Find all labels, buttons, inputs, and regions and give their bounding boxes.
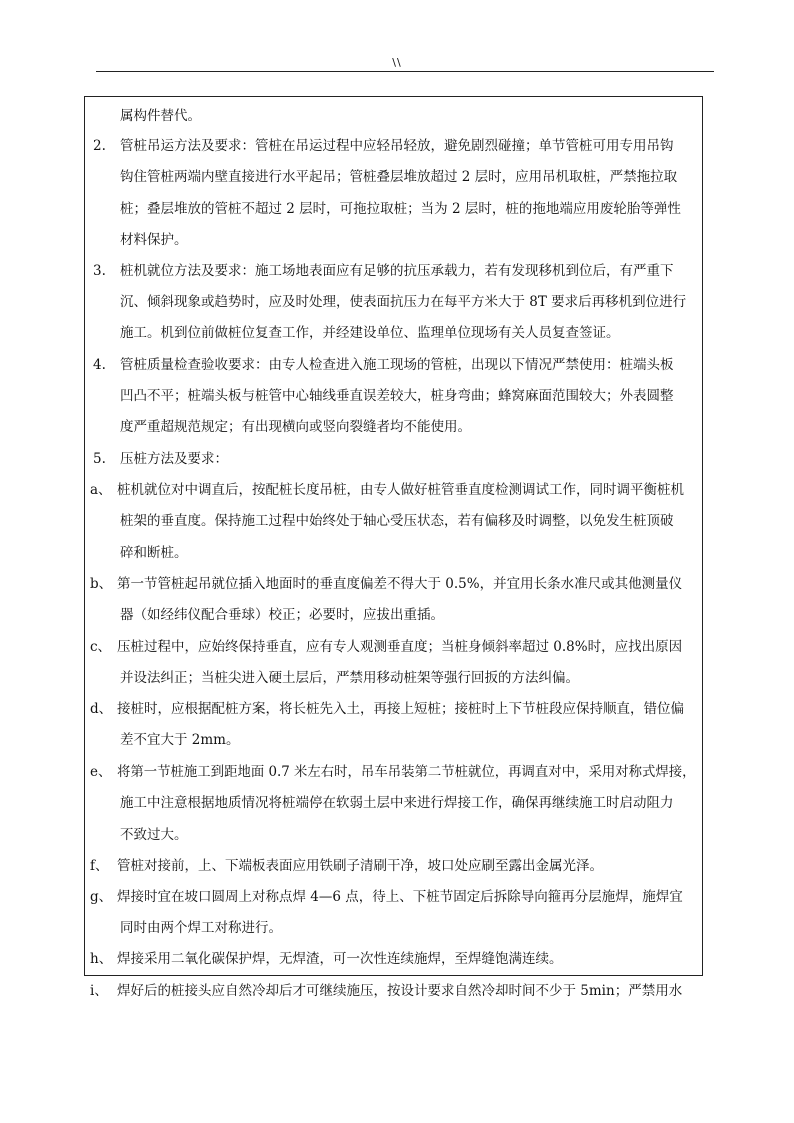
document-line [85, 168, 704, 186]
line-text: 同时由两个焊工对称进行。 [120, 920, 282, 936]
item-letter: a、 [90, 482, 112, 498]
line-text: 并设法纠正；当桩尖进入硬土层后，严禁用移动桩架等强行回扳的方法纠偏。 [120, 670, 579, 686]
document-line [85, 982, 704, 1000]
document-line [85, 826, 704, 844]
line-text: 施工中注意根据地质情况将桩端停在软弱土层中来进行焊接工作，确保再继续施工时启动阻力 [120, 795, 674, 811]
document-line [85, 544, 704, 562]
document-line [85, 450, 704, 468]
item-letter: c、 [90, 639, 112, 655]
line-text: 属构件替代。 [120, 108, 201, 124]
document-line [85, 200, 704, 218]
line-text: 接桩时，应根据配桩方案，将长桩先入土，再接上短桩；接桩时上下节桩段应保持顺直，错位偏 [117, 701, 684, 717]
document-line [85, 231, 704, 249]
item-number: 2. [93, 138, 106, 154]
document-line [85, 731, 704, 749]
line-text: 桩架的垂直度。保持施工过程中始终处于轴心受压状态，若有偏移及时调整，以免发生桩顶破 [120, 513, 674, 529]
line-text: 管桩质量检查验收要求：由专人检查进入施工现场的管桩，出现以下情况严禁使用：桩端头板 [120, 357, 674, 373]
line-text: 不致过大。 [120, 827, 188, 843]
item-letter: i、 [90, 983, 108, 999]
line-text: 焊接时宜在坡口圆周上对称点焊 4—6 点，待上、下桩节固定后拆除导向箍再分层施焊，施焊宜 [117, 889, 683, 905]
document-line [85, 857, 704, 875]
line-text: 桩；叠层堆放的管桩不超过 2 层时，可拖拉取桩；当为 2 层时，桩的拖地端应用废轮胎等弹性 [120, 201, 681, 217]
document-line [85, 888, 704, 906]
line-text: 桩机就位方法及要求：施工场地表面应有足够的抗压承载力，若有发现移机到位后，有严重下 [120, 263, 674, 279]
document-line [85, 669, 704, 687]
line-text: 器（如经纬仪配合垂球）校正；必要时，应拔出重插。 [120, 607, 444, 623]
line-text: 沉、倾斜现象或趋势时，应及时处理，使表面抗压力在每平方米大于 8T 要求后再移机到位进行 [120, 294, 687, 310]
line-text: 凹凸不平；桩端头板与桩管中心轴线垂直误差较大，桩身弯曲；蜂窝麻面范围较大；外表圆整 [120, 388, 674, 404]
item-number: 5. [93, 451, 106, 467]
page-header-mark: \\ [392, 56, 402, 69]
line-text: 桩机就位对中调直后，按配桩长度吊桩，由专人做好桩管垂直度检测调试工作，同时调平衡桩机 [117, 482, 684, 498]
item-letter: b、 [90, 576, 113, 592]
document-line [85, 763, 704, 781]
document-line [85, 700, 704, 718]
document-line [85, 919, 704, 937]
document-line [85, 512, 704, 530]
line-text: 焊好后的桩接头应自然冷却后才可继续施压，按设计要求自然冷却时间不少于 5min；严禁用水 [117, 983, 683, 999]
line-text: 度严重超规范规定；有出现横向或竖向裂缝者均不能使用。 [120, 419, 471, 435]
item-letter: h、 [90, 951, 113, 967]
line-text: 压桩方法及要求： [120, 451, 228, 467]
document-line [85, 481, 704, 499]
item-letter: d、 [90, 701, 113, 717]
line-text: 碎和断桩。 [120, 545, 188, 561]
line-text: 将第一节桩施工到距地面 0.7 米左右时，吊车吊装第二节桩就位，再调直对中，采用对称式焊接， [117, 764, 696, 780]
line-text: 第一节管桩起吊就位插入地面时的垂直度偏差不得大于 0.5%，并宜用长条水准尺或其他测量仪 [117, 576, 683, 592]
document-line [85, 137, 704, 155]
document-line [85, 293, 704, 311]
item-letter: e、 [90, 764, 112, 780]
line-text: 差不宜大于 2mm。 [120, 732, 240, 748]
document-line [85, 387, 704, 405]
line-text: 钩住管桩两端内壁直接进行水平起吊；管桩叠层堆放超过 2 层时，应用吊机取桩，严禁拖拉取 [120, 169, 678, 185]
line-text: 施工。机到位前做桩位复查工作，并经建设单位、监理单位现场有关人员复查签证。 [120, 325, 620, 341]
item-number: 4. [93, 357, 106, 373]
document-line [85, 638, 704, 656]
item-letter: g、 [90, 889, 113, 905]
document-line [85, 262, 704, 280]
document-line [85, 324, 704, 342]
header-rule [96, 71, 714, 72]
document-line [85, 794, 704, 812]
line-text: 压桩过程中，应始终保持垂直，应有专人观测垂直度；当桩身倾斜率超过 0.8%时，应找出原因 [117, 639, 683, 655]
document-line [85, 107, 704, 125]
document-line [85, 606, 704, 624]
document-line [85, 950, 704, 968]
line-text: 焊接采用二氧化碳保护焊，无焊渣，可一次性连续施焊，至焊缝饱满连续。 [117, 951, 563, 967]
line-text: 管桩吊运方法及要求：管桩在吊运过程中应轻吊轻放，避免剧烈碰撞；单节管桩可用专用吊钩 [120, 138, 674, 154]
document-line [85, 575, 704, 593]
item-letter: f、 [90, 858, 109, 874]
line-text: 材料保护。 [120, 232, 188, 248]
document-line [85, 356, 704, 374]
item-number: 3. [93, 263, 106, 279]
line-text: 管桩对接前，上、下端板表面应用铁刷子清刷干净，坡口处应刷至露出金属光泽。 [117, 858, 603, 874]
content-frame [84, 96, 703, 999]
document-line [85, 418, 704, 436]
